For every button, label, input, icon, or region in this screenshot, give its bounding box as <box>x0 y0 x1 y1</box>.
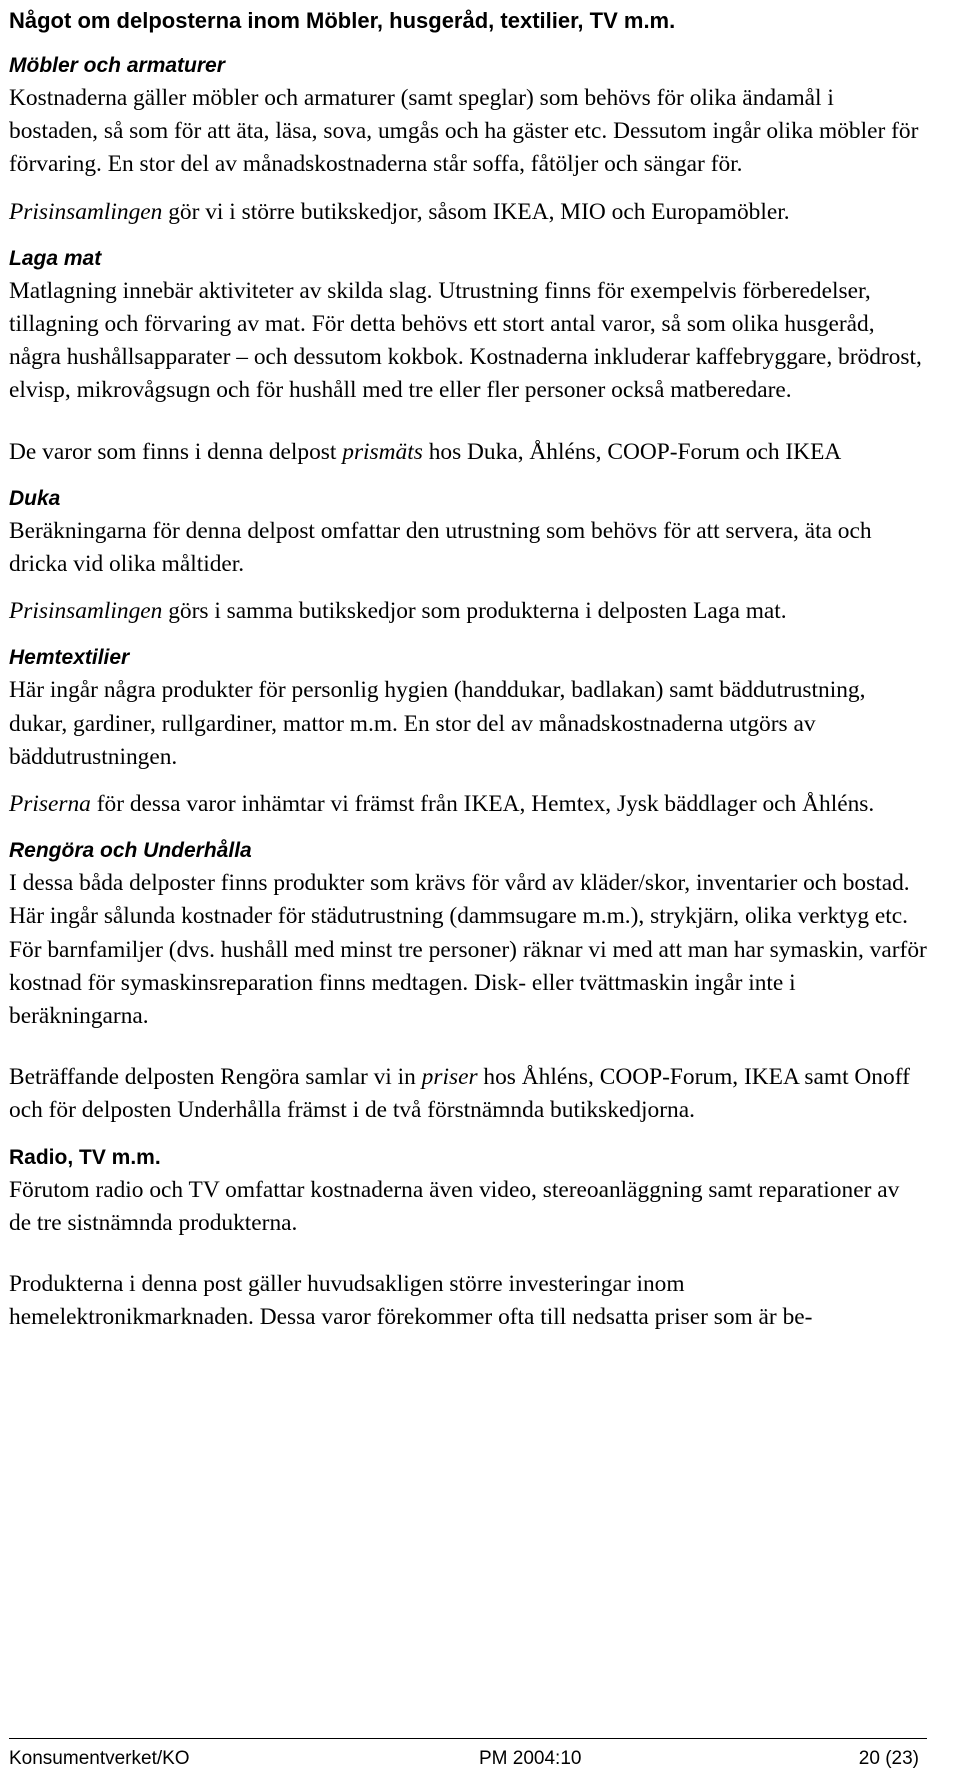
paragraph-mobler-prices <box>9 196 927 229</box>
section-heading-mobler: Möbler och armaturer <box>9 54 225 77</box>
paragraph-hemtextilier-prices-text: för dessa varor inhämtar vi främst från IKEA, Hemtex, Jysk bäddlager och Åhléns. <box>90 791 875 818</box>
paragraph-radio-products: Produkterna i denna post gäller huvudsakligen större investeringar inom hemelektronikmarknaden. Dessa varor förekommer ofta till nedsatta priser som är be- <box>9 1271 813 1331</box>
paragraph-duka-prices <box>9 595 927 628</box>
document-page <box>9 0 927 1334</box>
paragraph-rengora: I dessa båda delposter finns produkter som krävs för vård av kläder/skor, inventarier och bostad. Här ingår sålunda kostnader för städutrustning (dammsugare m.m.), strykjärn, olika verktyg etc. För barnfamiljer (dvs. hushåll med minst tre personer) räknar vi med att man har symaskin, varför kostnad för symaskinsreparation finns medtagen. Disk- eller tvättmaskin ingår inte i beräkningarna. <box>9 870 927 1030</box>
emphasis-prisinsamlingen: Prisinsamlingen <box>9 198 163 225</box>
paragraph-laga-mat-prices <box>9 436 927 469</box>
footer-document-id: PM 2004:10 <box>479 1748 582 1769</box>
paragraph-rengora-prices-a: Beträffande delposten Rengöra samlar vi in <box>9 1064 422 1091</box>
section-heading-laga-mat: Laga mat <box>9 246 102 270</box>
page-footer <box>9 1738 927 1769</box>
emphasis-prismats: prismäts <box>342 438 423 465</box>
paragraph-laga-mat-prices-b: hos Duka, Åhléns, COOP-Forum och IKEA <box>422 438 842 465</box>
paragraph-laga-mat-prices-a: De varor som finns i denna delpost <box>9 438 343 465</box>
paragraph-duka-prices-text: görs i samma butikskedjor som produkterna i delposten Laga mat. <box>162 598 787 625</box>
section-heading-rengora: Rengöra och Underhålla <box>9 839 252 863</box>
section-heading-hemtextilier: Hemtextilier <box>9 646 130 670</box>
paragraph-rengora-prices-b: hos Åhléns, COOP-Forum, IKEA samt Onoff och för delposten Underhålla främst i de två förstnämnda butikskedjorna. <box>9 1064 910 1124</box>
emphasis-priserna: Priserna <box>9 791 91 818</box>
paragraph-radio: Förutom radio och TV omfattar kostnaderna även video, stereoanläggning samt reparationer av de tre sistnämnda produkterna. <box>9 1176 900 1236</box>
paragraph-duka: Beräkningarna för denna delpost omfattar den utrustning som behövs för att servera, äta och dricka vid olika måltider. <box>9 517 872 578</box>
footer-organization: Konsumentverket/KO <box>9 1748 190 1769</box>
paragraph-mobler: Kostnaderna gäller möbler och armaturer (samt speglar) som behövs för olika ändamål i bostaden, så som för att äta, läsa, sova, umgås och ha gäster etc. Dessutom ingår olika möbler för förvaring. En stor del av månadskostnaderna står soffa, fåtöljer och sängar för. <box>9 85 919 178</box>
emphasis-prisinsamlingen-duka: Prisinsamlingen <box>9 598 163 625</box>
section-heading-radio: Radio, TV m.m. <box>9 1145 161 1169</box>
footer-page-number: 20 (23) <box>858 1748 919 1769</box>
paragraph-mobler-prices-text: gör vi i större butikskedjor, såsom IKEA, MIO och Europamöbler. <box>162 198 790 225</box>
paragraph-hemtextilier: Här ingår några produkter för personlig hygien (handdukar, badlakan) samt bäddutrustning, dukar, gardiner, rullgardiner, mattor m.m. En stor del av månadskostnaderna utgörs av bäddutrustningen. <box>9 677 866 770</box>
paragraph-hemtextilier-prices <box>9 788 927 821</box>
section-heading-duka: Duka <box>9 486 61 510</box>
paragraph-laga-mat: Matlagning innebär aktiviteter av skilda slag. Utrustning finns för exempelvis förberedelser, tillagning och förvaring av mat. För detta behövs ett stort antal varor, så som olika husgeråd, några hushållsapparater – och dessutom kokbok. Kostnaderna inkluderar kaffebryggare, brödrost, elvisp, mikrovågsugn och för hushåll med tre eller fler personer också matberedare. <box>9 277 922 404</box>
emphasis-priser: priser <box>421 1064 478 1091</box>
page-title: Något om delposterna inom Möbler, husgeråd, textilier, TV m.m. <box>9 8 676 33</box>
paragraph-rengora-prices <box>9 1061 927 1127</box>
